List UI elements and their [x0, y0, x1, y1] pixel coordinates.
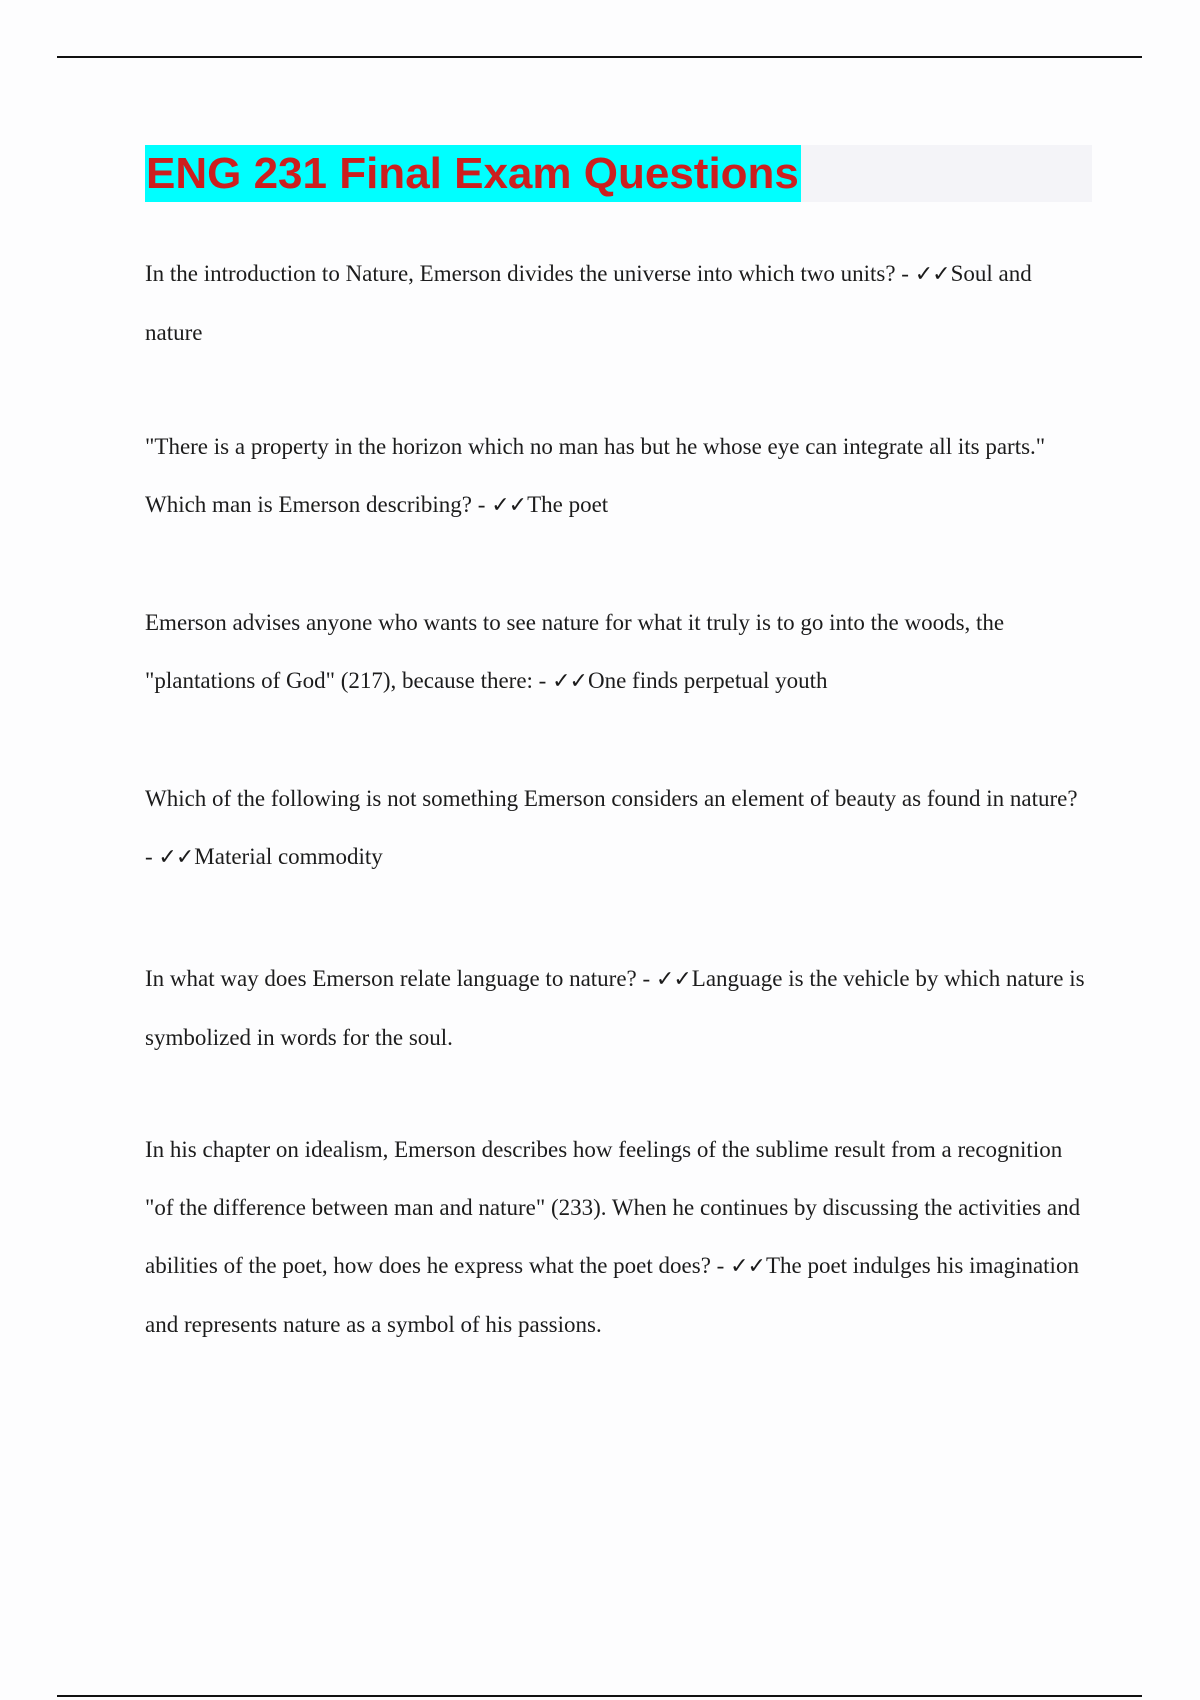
- question-text: Which of the following is not something Emerson considers an element of beauty as found in nature? -: [145, 786, 1078, 869]
- answer-text: Soul and nature: [145, 261, 1032, 345]
- double-check-icon: ✓✓: [158, 845, 194, 870]
- qa-item-6: [145, 1121, 1085, 1354]
- answer-text: One finds perpetual youth: [587, 668, 828, 693]
- question-text: "There is a property in the horizon which no man has but he whose eye can integrate all its parts." Which man is Emerson describing? -: [145, 434, 1046, 517]
- double-check-icon: ✓✓: [552, 669, 587, 694]
- qa-item-2: [145, 418, 1085, 535]
- question-text: In the introduction to Nature, Emerson divides the universe into which two units? -: [145, 261, 909, 286]
- qa-item-1: [145, 245, 1085, 362]
- qa-item-5: [145, 950, 1085, 1067]
- page-title: ENG 231 Final Exam Questions: [145, 145, 801, 202]
- bottom-rule: [57, 1695, 1142, 1697]
- question-text: In his chapter on idealism, Emerson describes how feelings of the sublime result from a recognition "of the difference between man and nature" (233). When he continues by discussing the activities and abilities of the poet, how does he express what the poet does? -: [145, 1137, 1081, 1278]
- double-check-icon: ✓✓: [491, 493, 527, 518]
- qa-item-3: [145, 594, 1085, 711]
- answer-text: Material commodity: [194, 844, 383, 869]
- top-rule: [57, 56, 1142, 58]
- double-check-icon: ✓✓: [914, 262, 950, 287]
- answer-text: Language is the vehicle by which nature is symbolized in words for the soul.: [145, 966, 1085, 1050]
- question-text: In what way does Emerson relate language to nature? -: [145, 966, 651, 991]
- answer-text: The poet indulges his imagination and represents nature as a symbol of his passions.: [145, 1253, 1079, 1337]
- qa-item-4: [145, 770, 1085, 887]
- double-check-icon: ✓✓: [655, 967, 691, 992]
- question-text: Emerson advises anyone who wants to see nature for what it truly is to go into the woods, the "plantations of God" (217), because there: -: [145, 610, 1005, 693]
- answer-text: The poet: [527, 492, 609, 517]
- double-check-icon: ✓✓: [730, 1254, 765, 1279]
